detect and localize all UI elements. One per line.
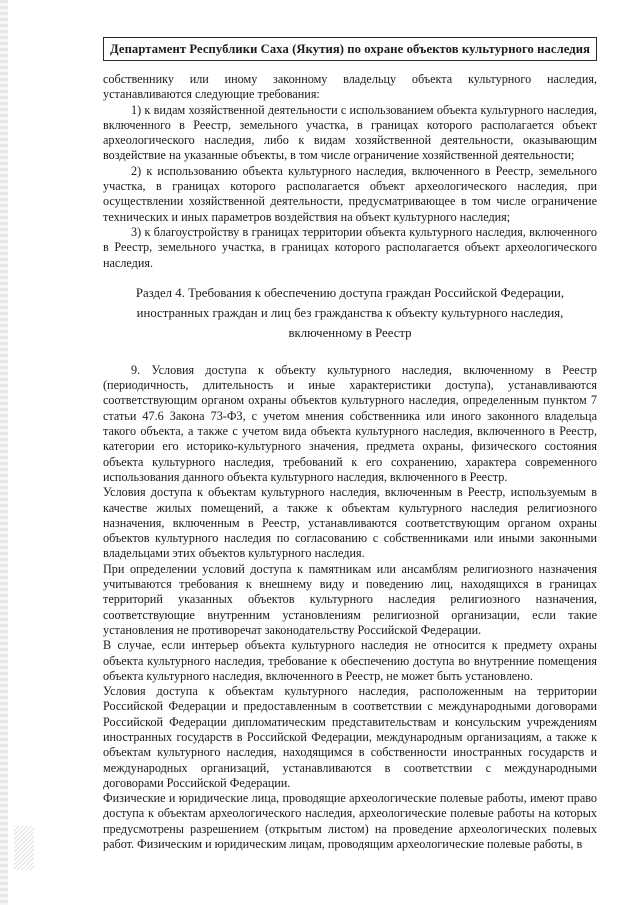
paragraph-interior: В случае, если интерьер объекта культурного наследия не относится к предмету охраны объекта культурного наследия, требование к обеспечению доступа во внутренние помещения объекта культурного наследия, включенного в Реестр, не может быть установлено.	[103, 638, 597, 683]
paragraph-international: Условия доступа к объектам культурного наследия, расположенным на территории Российской Федерации и предоставленным в соответствии с международными договорами Российской Федерации дипломатическим представительствам и консульским учреждениям иностранных государств в Российской Федерации, международным организациям, а также к объектам культурного наследия, находящимся в собственности иностранных государств и международных организаций, устанавливаются в соответствии с международными договорами Российской Федерации.	[103, 684, 597, 790]
paragraph-residential-religious: Условия доступа к объектам культурного наследия, включенным в Реестр, используемым в качестве жилых помещений, а также к объектам культурного наследия религиозного назначения, включенным в Реестр, устанавливаются соответствующим органом охраны объектов культурного наследия по согласованию с собственниками или иными законными владельцами этих объектов культурного наследия.	[103, 485, 597, 561]
paragraph-requirement-3: 3) к благоустройству в границах территории объекта культурного наследия, включенного в Реестр, земельного участка, в границах которого располагается объект археологического наследия.	[103, 224, 597, 270]
paragraph-access-conditions: 9. Условия доступа к объекту культурного наследия, включенному в Реестр (периодичность, длительность и иные характеристики доступа), устанавливаются соответствующим органом охраны объектов культурного наследия, определенным пунктом 7 статьи 47.6 Закона 73-ФЗ, с учетом мнения собственника или иного законного владельца такого объекта, а также с учетом вида объекта культурного наследия, включенного в Реестр, категории его историко-культурного значения, предмета охраны, физического состояния объекта культурного наследия, требований к его сохранению, характера современного использования данного объекта культурного наследия, включенного в Реестр.	[103, 362, 597, 484]
paragraph-requirement-2: 2) к использованию объекта культурного наследия, включенного в Реестр, земельного участка, в границах которого располагается объект археологического наследия, при осуществлении хозяйственной деятельности, предусматривающее в том числе ограничение технических и иных параметров воздействия на объект культурного наследия;	[103, 163, 597, 224]
paragraph-owner-requirements: собственнику или иному законному владельцу объекта культурного наследия, устанавливаются следующие требования:	[103, 72, 597, 102]
department-header	[103, 37, 597, 61]
scan-artifact	[14, 826, 34, 870]
document-body	[103, 72, 597, 852]
section-4-title: Раздел 4. Требования к обеспечению доступа граждан Российской Федерации, иностранных граждан и лиц без гражданства к объекту культурного наследия, включенному в Реестр	[135, 285, 565, 340]
paragraph-religious-monuments: При определении условий доступа к памятникам или ансамблям религиозного назначения учитываются требования к внешнему виду и поведению лиц, находящихся в границах территорий указанных объектов культурного наследия религиозного назначения, соответствующие внутренним установлениям религиозной организации, если такие установления не противоречат законодательству Российской Федерации.	[103, 561, 597, 637]
paragraph-requirement-1: 1) к видам хозяйственной деятельности с использованием объекта культурного наследия, включенного в Реестр, земельного участка, в границах которого располагается объект археологического наследия, либо к видам хозяйственной деятельности, оказывающим воздействие на указанные объекты, в том числе ограничение хозяйственной деятельности;	[103, 102, 597, 163]
scan-edge-shadow	[0, 0, 8, 905]
department-header-title: Департамент Республики Саха (Якутия) по охране объектов культурного наследия	[109, 41, 591, 56]
paragraph-archaeological: Физические и юридические лица, проводящие археологические полевые работы, имеют право доступа к объектам археологического наследия, археологические полевые работы на которых предусмотрены разрешением (открытым листом) на проведение археологических полевых работ. Физическим и юридическим лицам, проводящим археологические полевые работы, в	[103, 791, 597, 852]
